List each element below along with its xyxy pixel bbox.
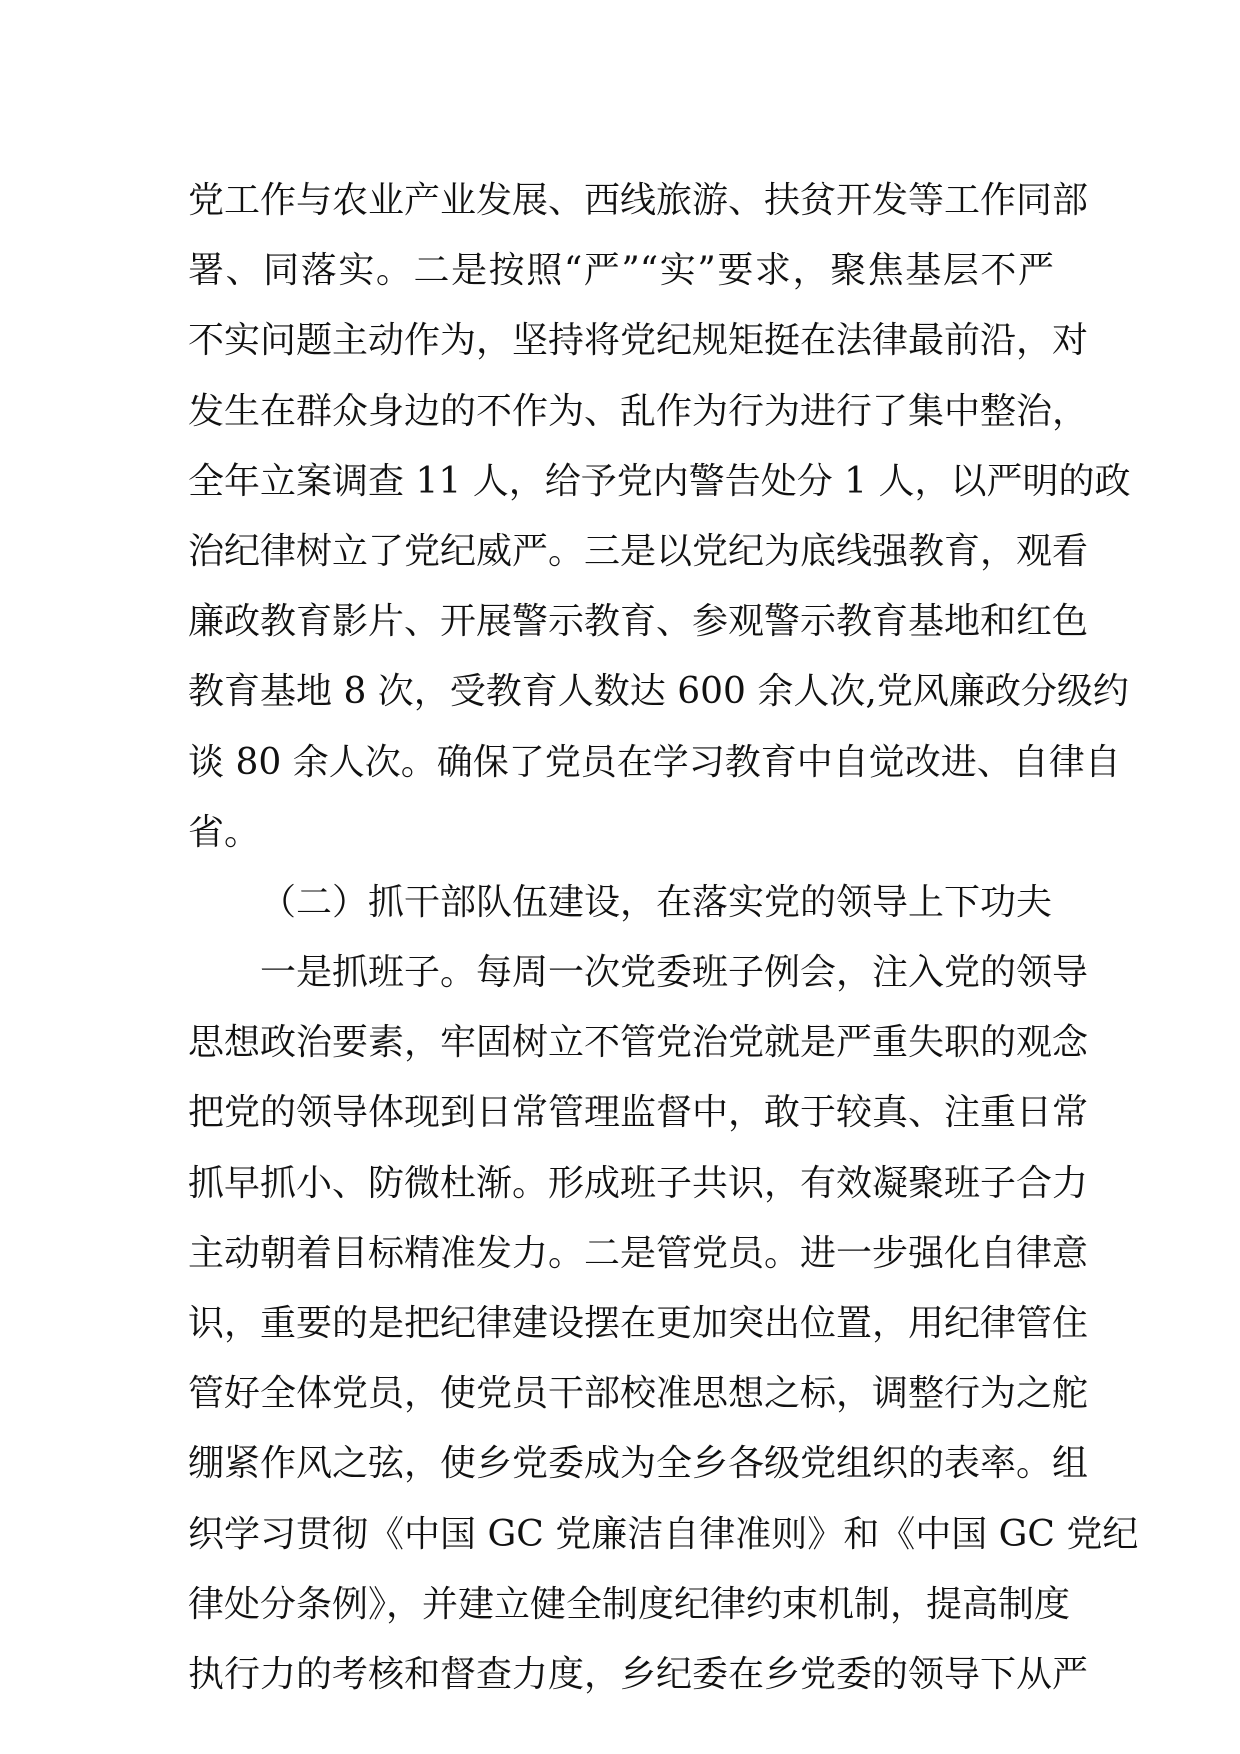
body-line: 绷紧作风之弦，使乡党委成为全乡各级党组织的表率。组	[188, 1443, 1089, 1485]
body-line: 省。	[188, 811, 261, 853]
body-line: 教育基地 8 次，受教育人数达 600 余人次,党风廉政分级约	[188, 671, 1129, 713]
section-heading: （二）抓干部队伍建设，在落实党的领导上下功夫	[260, 881, 1053, 923]
body-line: 把党的领导体现到日常管理监督中，敢于较真、注重日常	[188, 1092, 1089, 1134]
body-line: 执行力的考核和督查力度，乡纪委在乡党委的领导下从严	[188, 1653, 1089, 1695]
body-line: 管好全体党员，使党员干部校准思想之标，调整行为之舵	[188, 1373, 1089, 1415]
body-line: 治纪律树立了党纪威严。三是以党纪为底线强教育，观看	[188, 530, 1089, 572]
body-line: 律处分条例》，并建立健全制度纪律约束机制，提高制度	[188, 1583, 1071, 1625]
body-line: 抓早抓小、防微杜渐。形成班子共识，有效凝聚班子合力	[188, 1162, 1089, 1204]
body-line: 识，重要的是把纪律建设摆在更加突出位置，用纪律管住	[188, 1303, 1089, 1344]
body-line: 织学习贯彻《中国 GC 党廉洁自律准则》和《中国 GC 党纪	[188, 1513, 1139, 1555]
document-body	[188, 166, 1139, 1710]
body-line: 不实问题主动作为，坚持将党纪规矩挺在法律最前沿，对	[188, 320, 1089, 362]
body-line: 主动朝着目标精准发力。二是管党员。进一步强化自律意	[188, 1232, 1089, 1274]
body-line: 一是抓班子。每周一次党委班子例会，注入党的领导	[260, 952, 1089, 994]
body-line: 廉政教育影片、开展警示教育、参观警示教育基地和红色	[188, 601, 1089, 643]
body-line: 发生在群众身边的不作为、乱作为行为进行了集中整治，	[188, 390, 1089, 432]
body-line: 全年立案调查 11 人，给予党内警告处分 1 人，以严明的政	[188, 460, 1131, 502]
body-line: 署、同落实。二是按照“严”“实”要求，聚焦基层不严	[188, 250, 1054, 292]
body-line: 谈 80 余人次。确保了党员在学习教育中自觉改进、自律自	[188, 741, 1121, 783]
body-line: 党工作与农业产业发展、西线旅游、扶贫开发等工作同部	[188, 180, 1089, 221]
body-line: 思想政治要素，牢固树立不管党治党就是严重失职的观念	[188, 1022, 1089, 1064]
